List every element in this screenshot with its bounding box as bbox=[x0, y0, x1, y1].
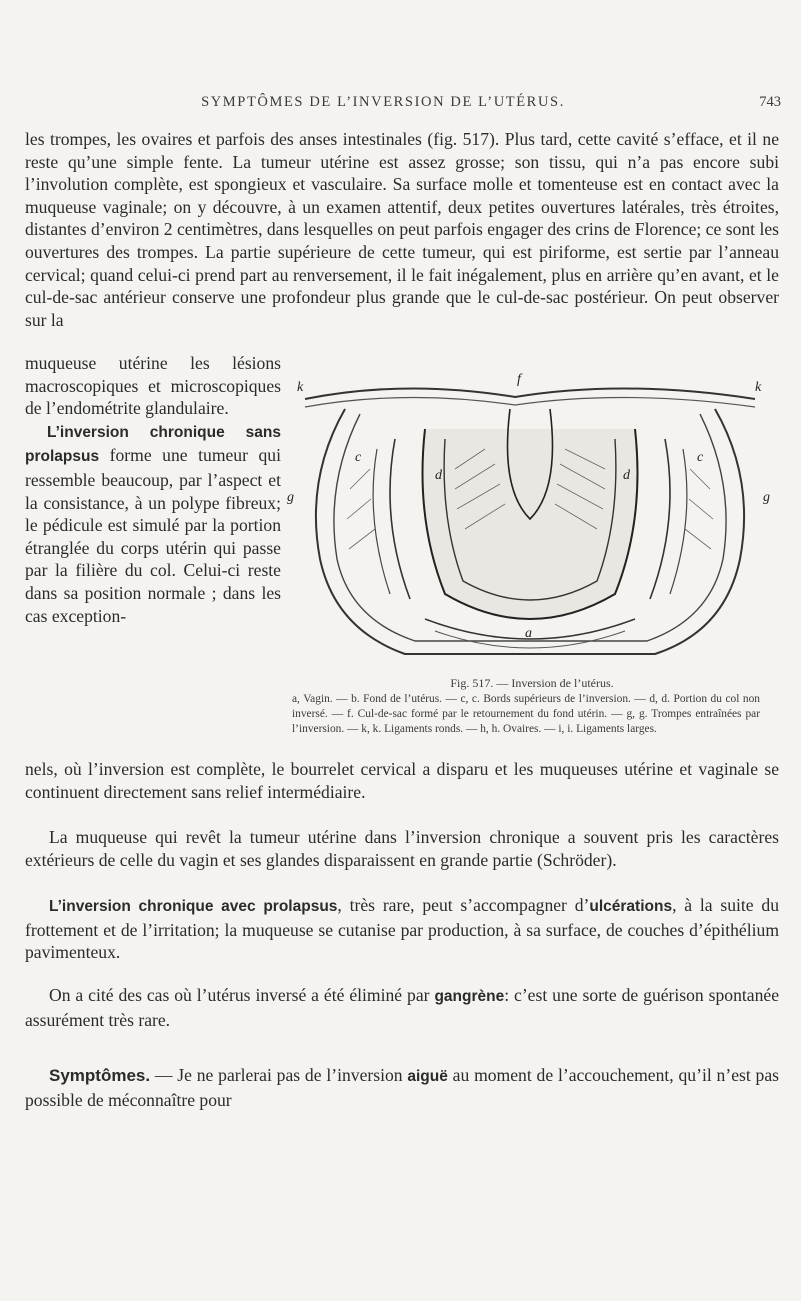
running-head bbox=[25, 94, 781, 114]
ulceration-heading: L’inversion chronique avec prolapsus bbox=[49, 898, 338, 915]
gangrene-text-1: On a cité des cas où l’utérus inversé a été éliminé par bbox=[49, 985, 435, 1005]
ulceration-bold: ulcérations bbox=[589, 898, 673, 915]
label-k-right: k bbox=[755, 380, 762, 395]
label-k-left: k bbox=[297, 380, 304, 395]
gangrene-text-2: : c’est une sorte de guérison spontanée assurément très rare. bbox=[25, 985, 780, 1030]
symptoms-paragraph bbox=[25, 1064, 779, 1111]
label-c-left: c bbox=[355, 450, 362, 465]
label-g-right: g bbox=[763, 490, 770, 505]
symptoms-text-2: au moment de l’accouchement, qu’il n’est pas possible de méconnaître pour bbox=[25, 1065, 779, 1110]
continuation-paragraph: nels, où l’inversion est complète, le bourrelet cervical a disparu et les muqueuses utérine et vaginale se continuent directement sans relief intermédiaire. bbox=[25, 759, 779, 802]
gangrene-paragraph bbox=[25, 984, 779, 1031]
chronic-heading: L’inversion chronique sans prolapsus bbox=[25, 423, 281, 466]
page-number: 743 bbox=[759, 94, 781, 110]
mucosa-paragraph bbox=[25, 826, 779, 871]
figure-legend: a, Vagin. — b. Fond de l’utérus. — c, c. Bords supérieurs de l’inversion. — d, d. Portion du col non inversé. — f. Cul-de-sac formé par le retournement du fond utérin. — g, g. Trompes entraînées par l’inversion. — k, k. Ligaments ronds. — h, h. Ovaires. — i, i. Ligaments larges. bbox=[292, 693, 760, 735]
running-title: SYMPTÔMES DE L’INVERSION DE L’UTÉRUS. bbox=[201, 94, 565, 110]
mucosa-text: La muqueuse qui revêt la tumeur utérine dans l’inversion chronique a souvent pris les caractères extérieurs de celle du vagin et ses glandes disparaissent en grande partie (Schröder). bbox=[25, 827, 779, 870]
label-f: f bbox=[517, 372, 521, 387]
figure-title: Fig. 517. — Inversion de l’utérus. bbox=[450, 676, 614, 690]
label-c-right: c bbox=[697, 450, 704, 465]
figure-517 bbox=[285, 369, 775, 669]
label-d-right: d bbox=[623, 468, 630, 483]
chronic-text: forme une tumeur qui ressemble beaucoup, par l’aspect et la consistance, à un polype fibreux; le pédicule est simulé par la portion étranglée du corps utérin qui passe par la filière du col. Celui-ci reste dans sa position normale ; dans les cas exception- bbox=[25, 445, 281, 626]
ulceration-text-1: , très rare, peut s’accompagner d’ bbox=[337, 895, 590, 915]
wrap-lead-text: muqueuse utérine les lésions macroscopiques et microscopiques de l’endométrite glandulaire. bbox=[25, 353, 281, 419]
ulceration-text-2: , à la suite du frottement et de l’irritation; la muqueuse se cutanise par production, à sa surface, de couches d’épithélium pavimenteux. bbox=[25, 895, 779, 963]
label-g-left: g bbox=[287, 490, 294, 505]
symptoms-text-1: — Je ne parlerai pas de l’inversion bbox=[150, 1065, 408, 1085]
label-a: a bbox=[525, 626, 532, 641]
gangrene-bold: gangrène bbox=[434, 988, 505, 1005]
intro-paragraph: les trompes, les ovaires et parfois des anses intestinales (fig. 517). Plus tard, cette cavité s’efface, et il ne reste qu’une simple fente. La tumeur utérine est assez grosse; son tissu, qui n’a pas encore subi l’involution complète, est spongieux et vasculaire. Sa surface molle et tomenteuse est en contact avec la muqueuse vaginale; on y découvre, à un examen attentif, deux petites ouvertures latérales, très étroites, distantes d’environ 2 centimètres, dans lesquelles on peut parfois engager des crins de Florence; ce sont les ouvertures des trompes. La partie supérieure de cette tumeur, qui est piriforme, est sertie par l’anneau cervical; quand celui-ci prend part au renversement, il le fait inégalement, plus en arrière qu’en avant, et le cul-de-sac antérieur conserve une profondeur plus grande que le cul-de-sac postérieur. On peut observer sur la bbox=[25, 129, 779, 330]
label-d-left: d bbox=[435, 468, 442, 483]
uterus-inversion-illustration bbox=[285, 369, 775, 669]
ulceration-paragraph bbox=[25, 894, 779, 964]
wrap-column bbox=[25, 352, 281, 627]
symptoms-heading: Symptômes. bbox=[49, 1066, 151, 1085]
symptoms-bold: aiguë bbox=[407, 1068, 448, 1085]
